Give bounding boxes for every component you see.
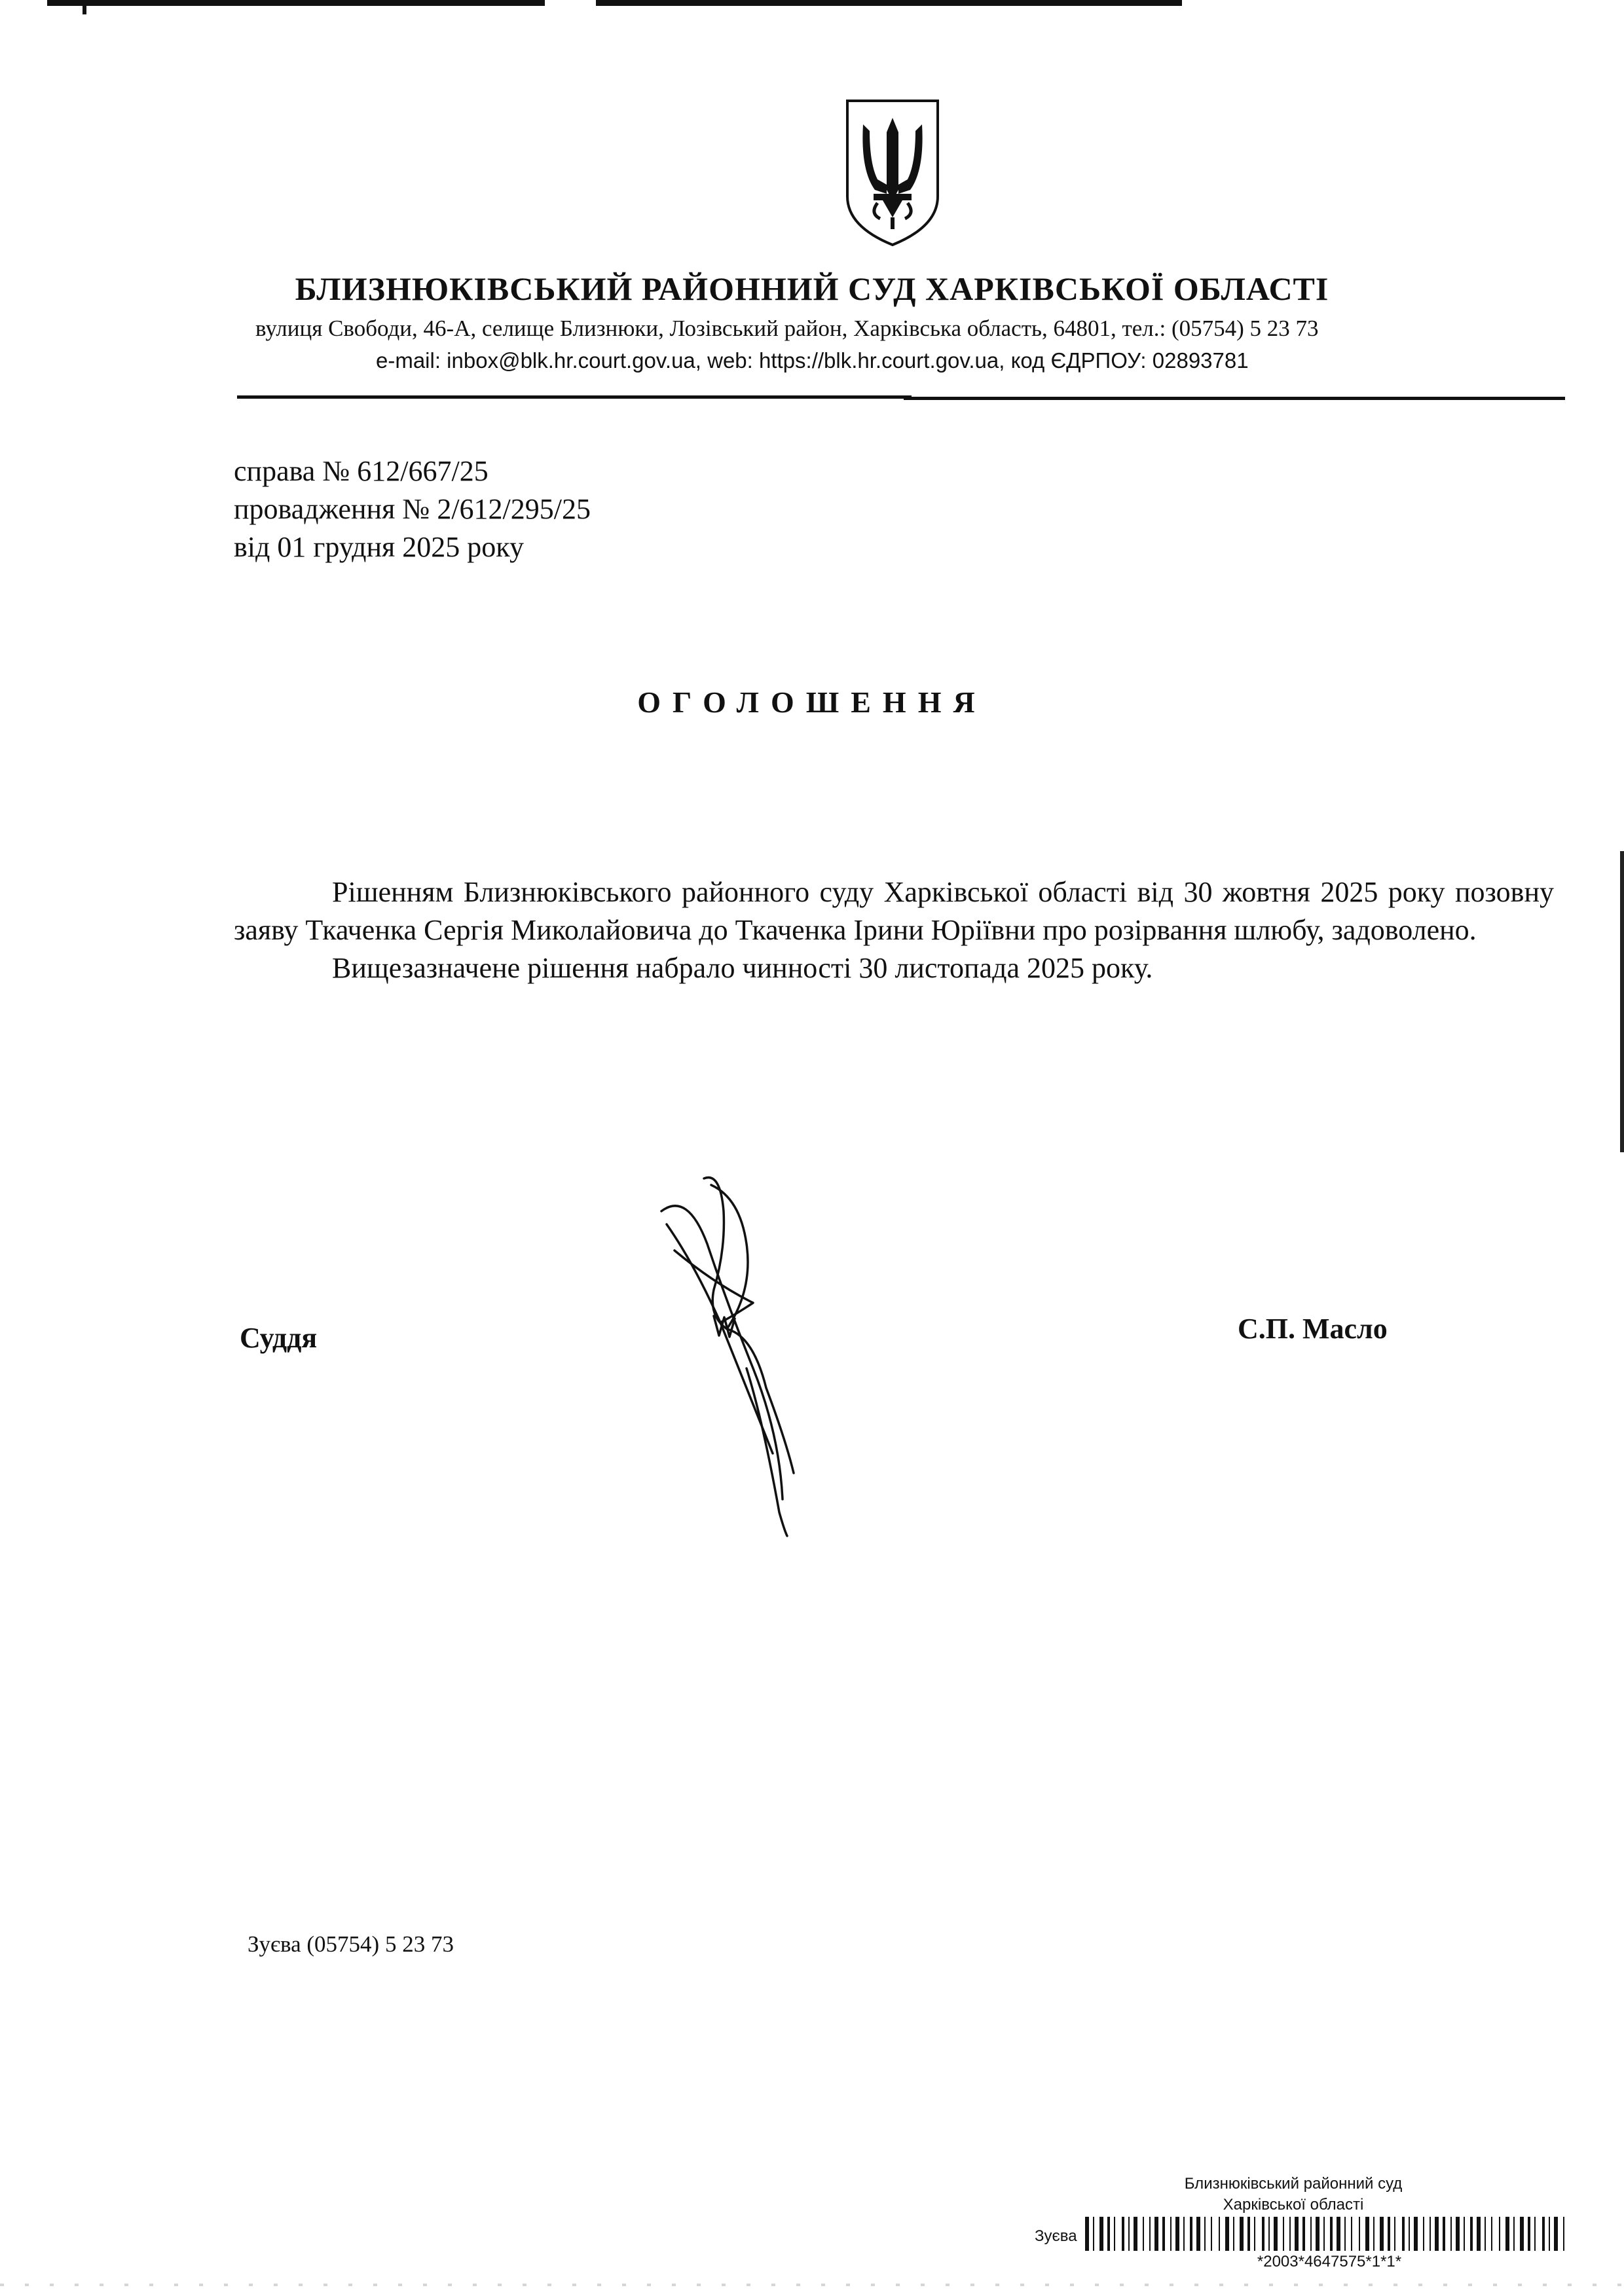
trident-coat-of-arms-icon	[843, 98, 942, 247]
court-address: вулиця Свободи, 46-А, селище Близнюки, Лозівський район, Харківська область, 64801, тел.: (05754) 5 23 73	[255, 316, 1319, 341]
court-name: БЛИЗНЮКІВСЬКИЙ РАЙОННИЙ СУД ХАРКІВСЬКОЇ ОБЛАСТІ	[295, 270, 1329, 307]
barcode-bar	[1435, 2217, 1439, 2251]
barcode-bar	[1122, 2217, 1124, 2251]
barcode-number: *2003*4647575*1*1*	[1257, 2253, 1402, 2270]
scan-artifact-tick	[83, 0, 86, 14]
barcode-bar	[1099, 2217, 1103, 2251]
header-divider	[237, 395, 912, 399]
barcode-bar	[1485, 2217, 1486, 2251]
barcode-bar	[1175, 2217, 1179, 2251]
footer-court-line-1: Близнюківський районний суд	[1184, 2175, 1403, 2193]
barcode-bar	[1380, 2217, 1384, 2251]
proceeding-number: провадження № 2/612/295/25	[234, 493, 591, 525]
footer-court-line-2: Харківської області	[1223, 2196, 1364, 2214]
barcode-bar	[1107, 2217, 1110, 2251]
barcode-bar	[1316, 2217, 1320, 2251]
barcode-bar	[1456, 2217, 1460, 2251]
executor-contact: Зуєва (05754) 5 23 73	[248, 1931, 454, 1957]
barcode-bar	[1162, 2217, 1165, 2251]
body-paragraph-decision: Рішенням Близнюківського районного суду Харківської області від 30 жовтня 2025 року позовну заяву Ткаченка Сергія Миколайовича до Ткаченка Ірини Юріївни про розірвання шлюбу, задоволено.	[234, 876, 1554, 946]
barcode-bar	[1240, 2217, 1244, 2251]
barcode-bar	[1373, 2217, 1375, 2251]
barcode-bar	[1262, 2217, 1264, 2251]
body-paragraph-effective: Вищезазначене рішення набрало чинності 30 листопада 2025 року.	[332, 952, 1153, 984]
judge-name: С.П. Масло	[1238, 1313, 1388, 1345]
barcode-bar	[1520, 2217, 1524, 2251]
footer-sender: Зуєва	[1035, 2227, 1077, 2245]
barcode-bar	[1554, 2217, 1558, 2251]
barcode-bar	[1204, 2217, 1206, 2251]
barcode-bar	[1128, 2217, 1130, 2251]
barcode-bar	[1505, 2217, 1509, 2251]
barcode-bar	[1414, 2217, 1418, 2251]
barcode-bar	[1337, 2217, 1340, 2251]
barcode-bar	[1310, 2217, 1312, 2251]
barcode-bar	[1394, 2217, 1395, 2251]
header-divider-right	[904, 397, 1565, 400]
barcode-bar	[1085, 2217, 1089, 2251]
barcode-bar	[1323, 2217, 1325, 2251]
judge-position-label: Суддя	[240, 1322, 318, 1354]
case-number: справа № 612/667/25	[234, 455, 489, 487]
barcode-bar	[1302, 2217, 1305, 2251]
barcode-bar	[1114, 2217, 1115, 2251]
barcode-bar	[1093, 2217, 1094, 2251]
barcode-bar	[1430, 2217, 1431, 2251]
barcode-bar	[1233, 2217, 1234, 2251]
barcode-bar	[1534, 2217, 1536, 2251]
handwritten-signature	[648, 1172, 819, 1539]
scan-artifact-top-left	[47, 0, 545, 6]
barcode-bar	[1134, 2217, 1137, 2251]
barcode-bar	[1542, 2217, 1545, 2251]
barcode-bar	[1289, 2217, 1291, 2251]
barcode-bar	[1513, 2217, 1515, 2251]
barcode-bar	[1443, 2217, 1445, 2251]
barcode-bar	[1423, 2217, 1424, 2251]
barcode-bar	[1344, 2217, 1346, 2251]
barcode-bar	[1365, 2217, 1369, 2251]
barcode-bar	[1470, 2217, 1473, 2251]
barcode-bar	[1154, 2217, 1158, 2251]
court-contacts: e-mail: inbox@blk.hr.court.gov.ua, web: https://blk.hr.court.gov.ua, код ЄДРПОУ: 02893781	[376, 348, 1249, 373]
barcode-bar	[1359, 2217, 1360, 2251]
barcode-bar	[1283, 2217, 1284, 2251]
barcode-bar	[1450, 2217, 1452, 2251]
barcode-bar	[1499, 2217, 1500, 2251]
barcode-bar	[1295, 2217, 1299, 2251]
barcode-bar	[1477, 2217, 1481, 2251]
scan-artifact-bottom	[0, 2284, 1624, 2286]
barcode-bar	[1402, 2217, 1405, 2251]
barcode-bar	[1491, 2217, 1492, 2251]
barcode-bar	[1225, 2217, 1229, 2251]
barcode-bar	[1330, 2217, 1333, 2251]
barcode-bar	[1170, 2217, 1172, 2251]
barcode-bar	[1183, 2217, 1185, 2251]
barcode-bar	[1143, 2217, 1144, 2251]
barcode	[1085, 2217, 1570, 2251]
case-date: від 01 грудня 2025 року	[234, 531, 525, 563]
barcode-bar	[1409, 2217, 1410, 2251]
barcode-bar	[1268, 2217, 1270, 2251]
barcode-bar	[1351, 2217, 1352, 2251]
barcode-bar	[1274, 2217, 1278, 2251]
barcode-bar	[1464, 2217, 1465, 2251]
document-title: ОГОЛОШЕННЯ	[637, 685, 987, 719]
barcode-bar	[1528, 2217, 1530, 2251]
barcode-bar	[1247, 2217, 1250, 2251]
barcode-bar	[1149, 2217, 1151, 2251]
barcode-bar	[1388, 2217, 1390, 2251]
barcode-bar	[1549, 2217, 1550, 2251]
scan-artifact-top-right	[596, 0, 1182, 6]
barcode-bar	[1254, 2217, 1255, 2251]
document-body	[234, 873, 1554, 987]
barcode-bar	[1211, 2217, 1212, 2251]
barcode-bar	[1219, 2217, 1220, 2251]
scan-artifact-right-edge	[1620, 851, 1624, 1152]
barcode-bar	[1563, 2217, 1564, 2251]
barcode-bar	[1196, 2217, 1200, 2251]
barcode-bar	[1190, 2217, 1192, 2251]
